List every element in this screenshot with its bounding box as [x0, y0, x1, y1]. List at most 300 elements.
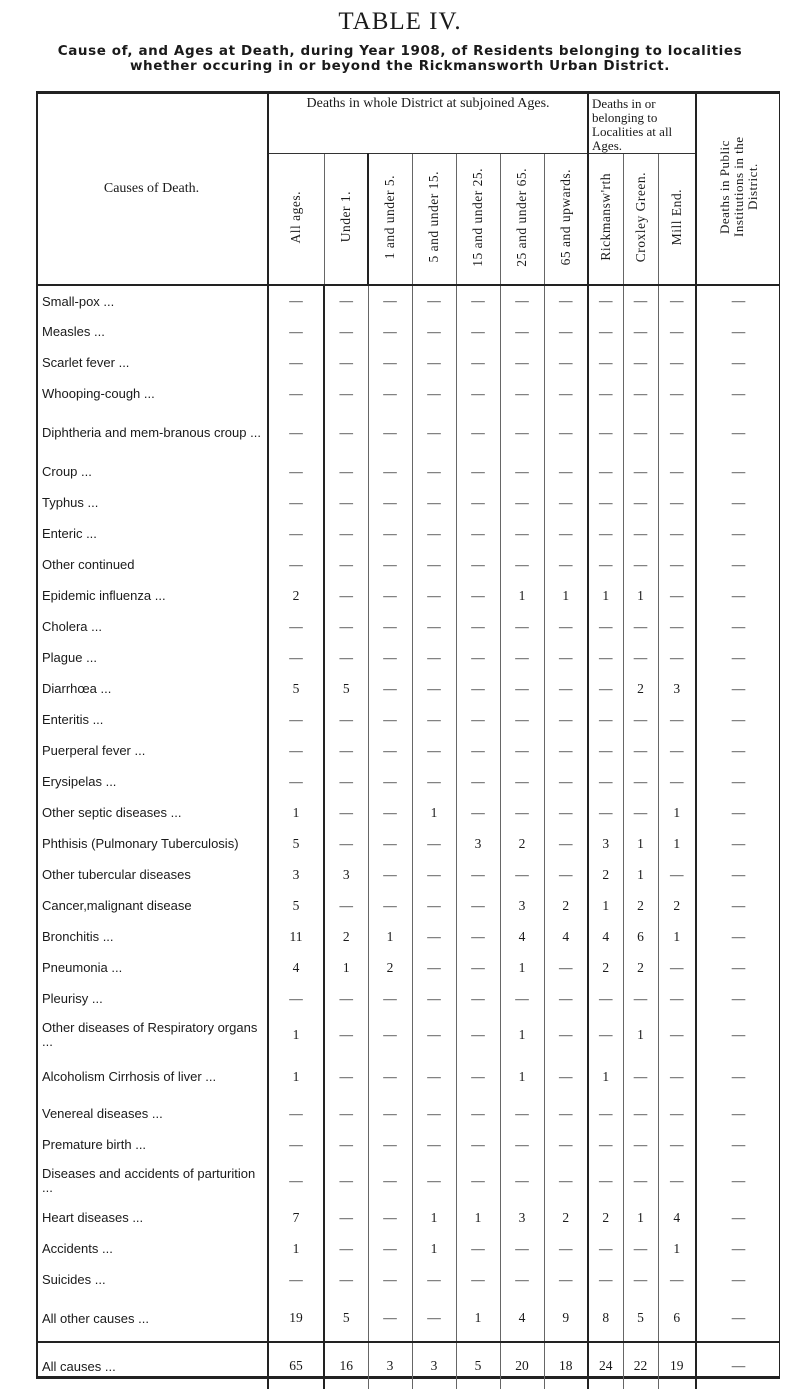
- age-column-header: 65 and upwards.: [544, 154, 588, 286]
- locality-column-header: Mill End.: [658, 154, 696, 286]
- table-cell: —: [696, 1056, 780, 1098]
- table-cell: —: [368, 549, 412, 580]
- table-cell: —: [456, 704, 500, 735]
- table-cell: —: [456, 611, 500, 642]
- table-cell: —: [544, 983, 588, 1014]
- table-cell: —: [623, 704, 658, 735]
- table-cell: —: [544, 378, 588, 409]
- table-cell: —: [368, 1202, 412, 1233]
- table-cell: 2: [623, 952, 658, 983]
- table-cell: —: [696, 1129, 780, 1160]
- table-cell: —: [456, 1160, 500, 1202]
- table-cell: —: [412, 456, 456, 487]
- table-cell: —: [623, 518, 658, 549]
- table-cell: —: [623, 797, 658, 828]
- table-cell: —: [368, 285, 412, 316]
- table-cell: 1: [268, 1014, 324, 1056]
- table-cell: —: [658, 316, 696, 347]
- table-cell: —: [324, 766, 368, 797]
- table-cell: —: [588, 1233, 623, 1264]
- cause-label: Venereal diseases ...: [42, 1106, 163, 1121]
- table-cell: —: [588, 456, 623, 487]
- table-cell: —: [696, 1233, 780, 1264]
- cause-label: Enteric ...: [42, 526, 97, 541]
- table-cell: —: [588, 704, 623, 735]
- table-row: [36, 1264, 780, 1295]
- cause-label: Alcoholism Cirrhosis of liver ...: [42, 1069, 217, 1084]
- table-row: [36, 1056, 780, 1098]
- table-cell: —: [324, 1098, 368, 1129]
- table-cell: —: [368, 797, 412, 828]
- table-cell: —: [456, 1264, 500, 1295]
- table-cell: —: [412, 1295, 456, 1342]
- table-row: [36, 487, 780, 518]
- table-row: [36, 1295, 780, 1342]
- table-cell: —: [658, 611, 696, 642]
- table-cell: —: [658, 642, 696, 673]
- table-cell: —: [456, 859, 500, 890]
- cause-label: Puerperal fever ...: [42, 743, 146, 758]
- table-cell: —: [623, 347, 658, 378]
- table-cell: —: [412, 859, 456, 890]
- age-column-header: 25 and under 65.: [500, 154, 544, 286]
- table-cell: —: [368, 890, 412, 921]
- table-cell: —: [412, 952, 456, 983]
- table-cell: 1: [588, 890, 623, 921]
- table-cell: 6: [623, 921, 658, 952]
- table-cell: —: [544, 456, 588, 487]
- table-cell: —: [368, 1129, 412, 1160]
- table-cell: —: [456, 378, 500, 409]
- table-cell: —: [696, 316, 780, 347]
- table-cell: —: [324, 1129, 368, 1160]
- table-cell: 1: [623, 859, 658, 890]
- table-row: [36, 890, 780, 921]
- table-cell: —: [544, 952, 588, 983]
- table-cell: —: [324, 735, 368, 766]
- table-cell: —: [544, 487, 588, 518]
- table-cell: —: [500, 487, 544, 518]
- cause-label: Bronchitis ...: [42, 929, 114, 944]
- table-cell: —: [268, 704, 324, 735]
- table-cell: 1: [412, 797, 456, 828]
- table-cell: —: [696, 673, 780, 704]
- table-cell: —: [623, 642, 658, 673]
- table-cell: —: [544, 1264, 588, 1295]
- table-cell: —: [456, 890, 500, 921]
- table-cell: 1: [623, 1014, 658, 1056]
- table-cell: 1: [324, 952, 368, 983]
- table-cell: —: [658, 1098, 696, 1129]
- table-cell: —: [500, 347, 544, 378]
- table-cell: —: [696, 828, 780, 859]
- table-cell: —: [696, 704, 780, 735]
- table-cell: —: [544, 316, 588, 347]
- table-cell: —: [500, 518, 544, 549]
- table-cell: 2: [658, 890, 696, 921]
- table-cell: —: [456, 1098, 500, 1129]
- table-cell: —: [658, 378, 696, 409]
- table-cell: —: [368, 580, 412, 611]
- table-cell: 4: [544, 921, 588, 952]
- cause-label: Croup ...: [42, 464, 92, 479]
- table-cell: —: [412, 378, 456, 409]
- table-cell: —: [500, 378, 544, 409]
- table-row: [36, 797, 780, 828]
- table-cell: —: [324, 828, 368, 859]
- table-cell: —: [412, 735, 456, 766]
- table-cell: —: [588, 1014, 623, 1056]
- table-row: [36, 766, 780, 797]
- table-cell: —: [324, 347, 368, 378]
- table-cell: —: [412, 1129, 456, 1160]
- table-cell: 2: [268, 580, 324, 611]
- table-cell: 1: [268, 797, 324, 828]
- table-cell: —: [456, 580, 500, 611]
- cause-label: Diarrhœa ...: [42, 681, 112, 696]
- table-cell: —: [658, 487, 696, 518]
- table-cell: 65: [268, 1342, 324, 1389]
- table-cell: —: [696, 1014, 780, 1056]
- table-cell: 11: [268, 921, 324, 952]
- table-cell: 1: [368, 921, 412, 952]
- table-cell: —: [268, 642, 324, 673]
- cause-label: Whooping-cough ...: [42, 386, 155, 401]
- table-cell: 4: [500, 921, 544, 952]
- table-cell: —: [412, 921, 456, 952]
- table-cell: —: [544, 1098, 588, 1129]
- table-cell: —: [588, 797, 623, 828]
- table-row: [36, 1233, 780, 1264]
- table-cell: —: [324, 580, 368, 611]
- table-cell: 1: [623, 580, 658, 611]
- table-subtitle: Cause of, and Ages at Death, during Year 1908, of Residents belonging to localities whether occuring in or beyond the Rickmansworth Urban District.: [57, 43, 743, 74]
- table-cell: —: [500, 673, 544, 704]
- page-title: TABLE IV.: [338, 8, 462, 35]
- table-cell: —: [658, 952, 696, 983]
- table-cell: —: [368, 673, 412, 704]
- deaths-whole-header: Deaths in whole District at subjoined Ages.: [268, 94, 588, 154]
- table-cell: —: [500, 797, 544, 828]
- table-cell: —: [456, 285, 500, 316]
- table-row: [36, 642, 780, 673]
- table-cell: —: [456, 735, 500, 766]
- table-cell: 18: [544, 1342, 588, 1389]
- table-cell: —: [268, 549, 324, 580]
- table-cell: —: [324, 285, 368, 316]
- table-cell: 1: [268, 1233, 324, 1264]
- table-cell: 5: [268, 828, 324, 859]
- table-cell: —: [658, 859, 696, 890]
- table-cell: —: [412, 518, 456, 549]
- table-cell: 4: [658, 1202, 696, 1233]
- table-cell: —: [456, 952, 500, 983]
- table-cell: —: [623, 549, 658, 580]
- table-cell: —: [500, 456, 544, 487]
- table-row: [36, 347, 780, 378]
- table-cell: —: [324, 487, 368, 518]
- table-cell: 19: [268, 1295, 324, 1342]
- table-cell: —: [368, 704, 412, 735]
- table-cell: —: [696, 378, 780, 409]
- table-cell: —: [588, 1129, 623, 1160]
- table-cell: —: [412, 316, 456, 347]
- table-cell: —: [696, 611, 780, 642]
- table-cell: —: [412, 704, 456, 735]
- table-cell: —: [696, 1264, 780, 1295]
- table-row: [36, 921, 780, 952]
- table-cell: —: [658, 735, 696, 766]
- table-cell: —: [268, 611, 324, 642]
- table-cell: —: [368, 409, 412, 456]
- table-cell: —: [324, 316, 368, 347]
- table-cell: 3: [368, 1342, 412, 1389]
- table-cell: —: [696, 859, 780, 890]
- table-cell: —: [500, 285, 544, 316]
- cause-label: Diseases and accidents of parturition ...: [42, 1166, 256, 1195]
- table-row: [36, 983, 780, 1014]
- cause-label: Typhus ...: [42, 495, 99, 510]
- table-cell: 6: [658, 1295, 696, 1342]
- table-cell: —: [658, 704, 696, 735]
- table-cell: 2: [544, 1202, 588, 1233]
- table-cell: —: [544, 1233, 588, 1264]
- table-cell: —: [368, 735, 412, 766]
- table-cell: 4: [500, 1295, 544, 1342]
- table-cell: —: [696, 1160, 780, 1202]
- table-row: [36, 1014, 780, 1056]
- table-cell: —: [588, 409, 623, 456]
- table-cell: —: [456, 921, 500, 952]
- table-row: [36, 316, 780, 347]
- table-cell: 22: [623, 1342, 658, 1389]
- table-cell: —: [500, 859, 544, 890]
- mortality-table: [36, 94, 780, 1389]
- table-cell: —: [268, 735, 324, 766]
- table-cell: —: [368, 487, 412, 518]
- table-cell: 24: [588, 1342, 623, 1389]
- table-cell: 16: [324, 1342, 368, 1389]
- table-cell: —: [268, 983, 324, 1014]
- cause-label: Scarlet fever ...: [42, 355, 130, 370]
- cause-label: Erysipelas ...: [42, 774, 117, 789]
- table-cell: —: [456, 347, 500, 378]
- table-cell: 2: [544, 890, 588, 921]
- table-cell: —: [696, 487, 780, 518]
- table-cell: —: [658, 1129, 696, 1160]
- table-cell: —: [623, 1264, 658, 1295]
- cause-label: Suicides ...: [42, 1272, 106, 1287]
- table-cell: —: [368, 859, 412, 890]
- cause-label: Epidemic influenza ...: [42, 588, 166, 603]
- table-cell: —: [368, 642, 412, 673]
- table-row: [36, 580, 780, 611]
- table-cell: —: [696, 285, 780, 316]
- table-cell: —: [368, 1264, 412, 1295]
- table-cell: —: [696, 766, 780, 797]
- table-cell: —: [456, 642, 500, 673]
- table-cell: —: [368, 1295, 412, 1342]
- table-cell: —: [412, 1160, 456, 1202]
- table-cell: 20: [500, 1342, 544, 1389]
- table-cell: —: [324, 797, 368, 828]
- table-cell: —: [268, 378, 324, 409]
- table-cell: —: [412, 828, 456, 859]
- table-cell: —: [588, 285, 623, 316]
- table-cell: —: [544, 409, 588, 456]
- table-cell: 3: [268, 859, 324, 890]
- table-cell: —: [500, 704, 544, 735]
- table-cell: —: [623, 487, 658, 518]
- table-cell: 2: [368, 952, 412, 983]
- table-cell: —: [324, 518, 368, 549]
- cause-label: Cholera ...: [42, 619, 102, 634]
- table-cell: —: [544, 518, 588, 549]
- table-cell: —: [412, 766, 456, 797]
- table-cell: 1: [544, 580, 588, 611]
- table-cell: —: [500, 1160, 544, 1202]
- table-cell: —: [588, 518, 623, 549]
- deaths-localities-header: Deaths in or belonging to Localities at all Ages.: [588, 94, 696, 154]
- table-cell: —: [696, 580, 780, 611]
- table-row: [36, 456, 780, 487]
- table-cell: —: [588, 1098, 623, 1129]
- table-cell: —: [588, 611, 623, 642]
- table-cell: 9: [544, 1295, 588, 1342]
- table-cell: —: [456, 518, 500, 549]
- table-row: [36, 518, 780, 549]
- table-cell: —: [456, 1056, 500, 1098]
- table-cell: 3: [324, 859, 368, 890]
- table-cell: —: [696, 642, 780, 673]
- table-cell: —: [412, 1098, 456, 1129]
- table-cell: —: [696, 952, 780, 983]
- table-cell: —: [658, 549, 696, 580]
- table-cell: 5: [623, 1295, 658, 1342]
- table-cell: —: [588, 1160, 623, 1202]
- table-cell: —: [500, 735, 544, 766]
- table-cell: 3: [500, 1202, 544, 1233]
- cause-label: All other causes ...: [42, 1310, 149, 1326]
- table-cell: —: [324, 983, 368, 1014]
- table-cell: 8: [588, 1295, 623, 1342]
- cause-label: All causes ...: [36, 1342, 268, 1389]
- cause-label: Heart diseases ...: [42, 1210, 144, 1225]
- table-cell: —: [588, 673, 623, 704]
- cause-label: Other diseases of Respiratory organs ...: [42, 1020, 258, 1049]
- table-cell: —: [696, 1342, 780, 1389]
- table-cell: —: [544, 673, 588, 704]
- table-cell: 1: [500, 580, 544, 611]
- table-cell: 1: [658, 1233, 696, 1264]
- table-cell: 2: [623, 673, 658, 704]
- table-row: [36, 285, 780, 316]
- table-cell: —: [412, 549, 456, 580]
- table-cell: 1: [658, 797, 696, 828]
- table-cell: —: [324, 409, 368, 456]
- table-cell: 3: [500, 890, 544, 921]
- cause-label: Other tubercular diseases: [42, 867, 191, 882]
- table-cell: —: [623, 983, 658, 1014]
- table-row: [36, 704, 780, 735]
- table-cell: 1: [588, 580, 623, 611]
- table-cell: —: [658, 580, 696, 611]
- table-cell: —: [544, 766, 588, 797]
- cause-label: Enteritis ...: [42, 712, 104, 727]
- table-cell: —: [456, 549, 500, 580]
- table-cell: —: [412, 580, 456, 611]
- table-cell: —: [412, 890, 456, 921]
- table-cell: —: [368, 456, 412, 487]
- table-cell: —: [500, 642, 544, 673]
- table-cell: —: [623, 766, 658, 797]
- table-cell: —: [368, 1014, 412, 1056]
- table-cell: 3: [588, 828, 623, 859]
- table-cell: —: [412, 983, 456, 1014]
- table-cell: 2: [500, 828, 544, 859]
- table-row: [36, 378, 780, 409]
- table-cell: —: [456, 983, 500, 1014]
- table-cell: —: [268, 518, 324, 549]
- table-cell: 1: [412, 1233, 456, 1264]
- table-cell: —: [412, 611, 456, 642]
- table-cell: —: [456, 1233, 500, 1264]
- table-cell: —: [456, 1129, 500, 1160]
- table-cell: —: [623, 1056, 658, 1098]
- cause-label: Plague ...: [42, 650, 97, 665]
- cause-label: Measles ...: [42, 324, 105, 339]
- cause-label: Pneumonia ...: [42, 960, 123, 975]
- table-cell: —: [456, 487, 500, 518]
- table-cell: —: [696, 1202, 780, 1233]
- table-cell: 2: [588, 952, 623, 983]
- table-cell: —: [368, 316, 412, 347]
- table-cell: 1: [658, 921, 696, 952]
- table-cell: —: [268, 1098, 324, 1129]
- table-cell: —: [623, 735, 658, 766]
- table-cell: —: [588, 549, 623, 580]
- table-cell: —: [324, 1264, 368, 1295]
- table-cell: 2: [623, 890, 658, 921]
- table-cell: 1: [623, 828, 658, 859]
- table-cell: —: [456, 456, 500, 487]
- table-cell: —: [324, 456, 368, 487]
- table-cell: 5: [456, 1342, 500, 1389]
- table-cell: 1: [412, 1202, 456, 1233]
- table-cell: —: [412, 673, 456, 704]
- table-cell: —: [658, 1160, 696, 1202]
- age-column-header: 1 and under 5.: [368, 154, 412, 286]
- table-cell: —: [544, 611, 588, 642]
- cause-label: Diphtheria and mem-branous croup ...: [42, 424, 261, 440]
- table-row: [36, 611, 780, 642]
- table-cell: —: [696, 983, 780, 1014]
- table-cell: —: [544, 859, 588, 890]
- table-cell: —: [500, 1129, 544, 1160]
- table-cell: 4: [268, 952, 324, 983]
- table-cell: —: [500, 1233, 544, 1264]
- table-row: [36, 409, 780, 456]
- table-cell: —: [500, 983, 544, 1014]
- table-cell: —: [544, 285, 588, 316]
- table-row: [36, 1202, 780, 1233]
- table-row: [36, 828, 780, 859]
- table-cell: —: [544, 828, 588, 859]
- table-cell: —: [623, 1098, 658, 1129]
- table-row: [36, 952, 780, 983]
- table-cell: —: [456, 1014, 500, 1056]
- table-cell: —: [368, 828, 412, 859]
